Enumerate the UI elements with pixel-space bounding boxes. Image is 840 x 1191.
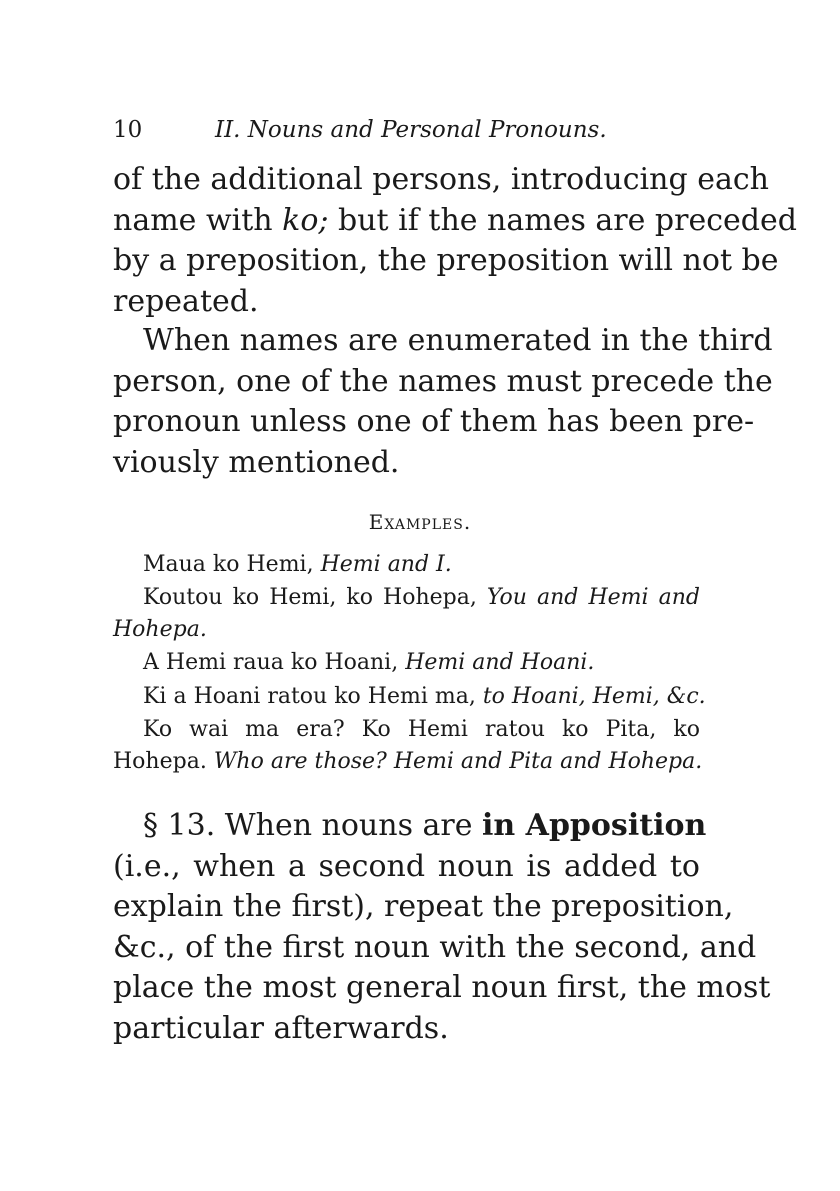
example-5 — [113, 714, 703, 778]
page-number: 10 — [113, 117, 143, 143]
english-translation: Hemi and Hoani. — [405, 650, 595, 675]
text-line: explain the first), repeat the preposition, — [113, 889, 734, 924]
text-line — [113, 201, 797, 242]
english-translation: Hemi and I. — [320, 552, 452, 577]
text-line: When names are enumerated in the third — [143, 323, 773, 358]
text-line — [113, 806, 707, 847]
english-translation: Who are those? Hemi and Pita and Hohepa. — [213, 749, 703, 774]
example-line — [113, 582, 700, 614]
italic-term-ko: ko; — [282, 202, 329, 238]
example-line — [113, 647, 700, 679]
text-line: &c., of the first noun with the second, and — [113, 929, 757, 965]
maori-text: Koutou ko Hemi, ko Hohepa, — [143, 585, 487, 610]
paragraph-additional-persons — [113, 160, 797, 322]
bold-term-apposition: in Apposition — [482, 808, 707, 843]
maori-text: Maua ko Hemi, — [143, 552, 321, 577]
english-translation: to Hoani, Hemi, &c. — [482, 684, 706, 709]
example-1 — [113, 549, 700, 581]
text-span: name with — [113, 202, 283, 238]
example-3 — [113, 647, 700, 679]
text-line: person, one of the names must precede the — [113, 363, 773, 399]
running-head — [113, 113, 713, 147]
example-4 — [113, 681, 706, 713]
example-2 — [113, 582, 700, 646]
text-line: (i.e., when a second noun is added to — [113, 848, 700, 884]
maori-text: A Hemi raua ko Hoani, — [143, 650, 406, 675]
text-span: § 13. When nouns are — [143, 808, 483, 843]
example-line: Ko wai ma era? Ko Hemi ratou ko Pita, ko — [143, 717, 700, 742]
text-line: place the most general noun first, the most — [113, 970, 771, 1005]
section-13-apposition — [113, 806, 771, 1049]
text-line: of the additional persons, introducing each — [113, 162, 769, 197]
text-line: particular afterwards. — [113, 1010, 449, 1046]
example-line — [113, 746, 703, 778]
examples-heading: Examples. — [368, 510, 472, 534]
example-line — [113, 681, 706, 713]
chapter-title: II. Nouns and Personal Pronouns. — [215, 117, 607, 143]
text-line: pronoun unless one of them has been pre- — [113, 404, 755, 439]
example-line — [113, 549, 700, 581]
text-span: but if the names are preceded — [328, 202, 797, 238]
text-line: viously mentioned. — [113, 444, 400, 480]
text-line: repeated. — [113, 283, 259, 319]
maori-text: Hohepa. — [113, 749, 214, 774]
example-line: Hohepa. — [113, 617, 207, 642]
maori-text: Ki a Hoani ratou ko Hemi ma, — [143, 684, 483, 709]
english-translation: You and Hemi and — [486, 585, 700, 610]
text-line: by a preposition, the preposition will not be — [113, 243, 779, 278]
paragraph-third-person — [113, 321, 773, 483]
